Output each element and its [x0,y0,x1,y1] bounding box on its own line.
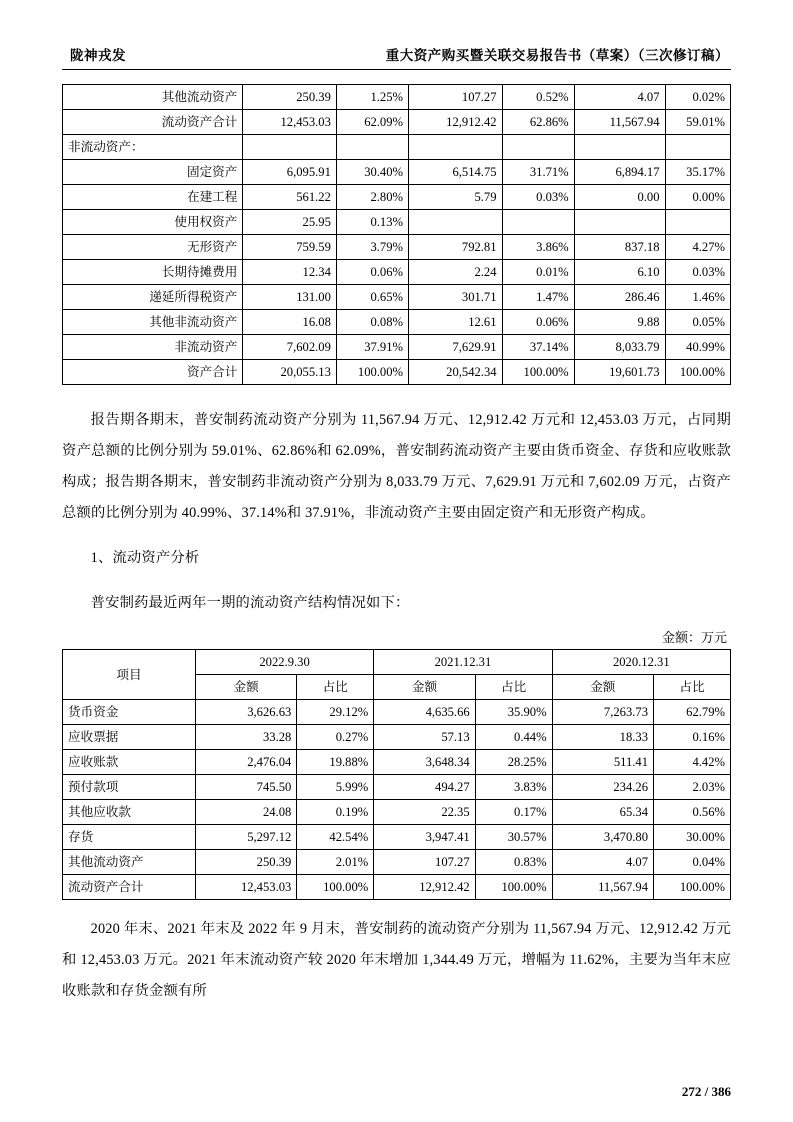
table-cell [574,210,665,235]
table-cell: 0.44% [475,725,552,750]
table-cell: 100.00% [502,360,574,385]
row-label: 应收账款 [63,750,196,775]
table-row [63,160,731,185]
table-cell: 7,629.91 [409,335,503,360]
table-cell: 511.41 [552,750,653,775]
table-cell: 0.06% [502,310,574,335]
table-cell: 0.19% [297,800,374,825]
table-row [63,135,731,160]
row-label: 流动资产合计 [63,110,243,135]
table-cell: 0.04% [654,850,731,875]
row-label: 预付款项 [63,775,196,800]
header-subcolumn: 占比 [475,675,552,700]
table-row [63,775,731,800]
table-cell: 494.27 [374,775,475,800]
table-row [63,185,731,210]
row-label: 固定资产 [63,160,243,185]
header-period: 2021.12.31 [374,650,552,675]
table-cell: 65.34 [552,800,653,825]
table-cell [665,135,730,160]
header-company-name: 陇神戎发 [70,48,126,63]
table-cell: 759.59 [243,235,337,260]
table-cell: 250.39 [195,850,296,875]
table-cell [665,210,730,235]
table-cell: 234.26 [552,775,653,800]
table-cell: 1.25% [336,85,408,110]
paragraph-asset-overview: 报告期各期末，普安制药流动资产分别为 11,567.94 万元、12,912.42 万元和 12,453.03 万元，占同期资产总额的比例分别为 59.01%、62.86%和 62.09%，普安制药流动资产主要由货币资金、存货和应收账款构成；报告期各期末，普安制药非流动资产分别为 8,033.79 万元、7,629.91 万元和 7,602.09 万元，占资产总额的比例分别为 40.99%、37.14%和 37.91%，非流动资产主要由固定资产和无形资产构成。 [62,412,731,521]
header-subcolumn: 占比 [297,675,374,700]
header-subcolumn: 金额 [552,675,653,700]
table-cell: 0.65% [336,285,408,310]
table-cell: 107.27 [409,85,503,110]
table-cell: 8,033.79 [574,335,665,360]
table-cell: 100.00% [665,360,730,385]
table-cell: 107.27 [374,850,475,875]
table-cell [409,135,503,160]
current-asset-structure-table [62,649,731,900]
table-cell: 3.86% [502,235,574,260]
header-item: 项目 [63,650,196,700]
table-cell: 0.02% [665,85,730,110]
row-label: 无形资产 [63,235,243,260]
table-cell: 561.22 [243,185,337,210]
table-cell: 37.14% [502,335,574,360]
row-label: 其他流动资产 [63,85,243,110]
table-cell: 4.27% [665,235,730,260]
table-cell: 0.52% [502,85,574,110]
table-cell: 100.00% [475,875,552,900]
table-cell: 4.07 [552,850,653,875]
table-cell: 6,894.17 [574,160,665,185]
table-cell: 0.00 [574,185,665,210]
row-label: 长期待摊费用 [63,260,243,285]
row-label: 递延所得税资产 [63,285,243,310]
table-cell: 837.18 [574,235,665,260]
table-cell: 4.07 [574,85,665,110]
table-cell: 22.35 [374,800,475,825]
table-cell: 3,470.80 [552,825,653,850]
header-period: 2020.12.31 [552,650,730,675]
table-cell: 18.33 [552,725,653,750]
table-cell: 12,453.03 [243,110,337,135]
table-cell: 0.13% [336,210,408,235]
table-cell: 29.12% [297,700,374,725]
table-cell: 0.16% [654,725,731,750]
table-cell: 30.00% [654,825,731,850]
table-row [63,85,731,110]
paragraph-current-asset-intro: 普安制药最近两年一期的流动资产结构情况如下： [90,595,410,611]
table-cell: 4.42% [654,750,731,775]
table-row [63,110,731,135]
table-row [63,825,731,850]
table-cell: 6,514.75 [409,160,503,185]
table-cell: 0.03% [502,185,574,210]
page-header [62,44,731,69]
table-cell: 19.88% [297,750,374,775]
table-cell: 5.79 [409,185,503,210]
table-cell: 2.03% [654,775,731,800]
table-cell: 3,626.63 [195,700,296,725]
table-cell: 42.54% [297,825,374,850]
table-cell: 59.01% [665,110,730,135]
row-label: 其他非流动资产 [63,310,243,335]
table-cell: 16.08 [243,310,337,335]
row-label: 非流动资产 [63,335,243,360]
table-cell: 62.86% [502,110,574,135]
table-cell: 31.71% [502,160,574,185]
table-cell: 11,567.94 [552,875,653,900]
table-cell: 20,542.34 [409,360,503,385]
table-cell: 30.57% [475,825,552,850]
header-subcolumn: 金额 [374,675,475,700]
table-cell: 250.39 [243,85,337,110]
header-subcolumn: 金额 [195,675,296,700]
table-cell: 100.00% [654,875,731,900]
table-cell: 3,947.41 [374,825,475,850]
table-cell: 2.24 [409,260,503,285]
row-label: 流动资产合计 [63,875,196,900]
table-row [63,285,731,310]
table-cell: 62.79% [654,700,731,725]
heading-current-asset-analysis: 1、流动资产分析 [90,550,200,566]
table-cell: 0.08% [336,310,408,335]
table-cell: 11,567.94 [574,110,665,135]
header-subcolumn: 占比 [654,675,731,700]
table-cell: 301.71 [409,285,503,310]
table-cell: 4,635.66 [374,700,475,725]
table-row [63,335,731,360]
row-label: 应收票据 [63,725,196,750]
table-row [63,850,731,875]
row-label: 存货 [63,825,196,850]
table-cell [243,135,337,160]
table-cell: 745.50 [195,775,296,800]
table-row [63,310,731,335]
table-row [63,875,731,900]
table-cell: 0.03% [665,260,730,285]
table-row [63,700,731,725]
table-row [63,725,731,750]
table-cell: 0.01% [502,260,574,285]
table-unit-label: 金额：万元 [661,630,727,645]
row-label: 其他流动资产 [63,850,196,875]
table-cell: 0.56% [654,800,731,825]
table-cell [336,135,408,160]
row-label: 非流动资产： [63,135,243,160]
table-cell: 0.06% [336,260,408,285]
table-cell: 28.25% [475,750,552,775]
table-row [63,800,731,825]
table-cell: 5,297.12 [195,825,296,850]
header-document-title: 重大资产购买暨关联交易报告书（草案）（三次修订稿） [385,48,729,63]
table-cell: 40.99% [665,335,730,360]
table-cell: 25.95 [243,210,337,235]
table-cell: 30.40% [336,160,408,185]
table-cell: 5.99% [297,775,374,800]
table-cell: 12.34 [243,260,337,285]
table-cell: 62.09% [336,110,408,135]
table-cell: 57.13 [374,725,475,750]
table-cell: 0.05% [665,310,730,335]
table-cell: 35.17% [665,160,730,185]
header-period: 2022.9.30 [195,650,373,675]
table-cell: 1.46% [665,285,730,310]
page-number: 272 / 386 [681,1084,731,1099]
table-cell: 19,601.73 [574,360,665,385]
table-cell: 3.79% [336,235,408,260]
table-cell: 12.61 [409,310,503,335]
table-cell: 7,602.09 [243,335,337,360]
table-cell: 12,912.42 [374,875,475,900]
table-cell: 9.88 [574,310,665,335]
header-divider [62,69,731,70]
table-cell: 3.83% [475,775,552,800]
table-cell: 33.28 [195,725,296,750]
table-row [63,235,731,260]
table-header-row [63,650,731,675]
table-cell: 6.10 [574,260,665,285]
table-cell [502,135,574,160]
row-label: 货币资金 [63,700,196,725]
table-cell: 12,912.42 [409,110,503,135]
table-cell: 3,648.34 [374,750,475,775]
table-row [63,260,731,285]
row-label: 在建工程 [63,185,243,210]
table-cell: 20,055.13 [243,360,337,385]
table-cell: 131.00 [243,285,337,310]
table-cell [502,210,574,235]
row-label: 资产合计 [63,360,243,385]
table-cell: 792.81 [409,235,503,260]
table-cell: 0.17% [475,800,552,825]
row-label: 使用权资产 [63,210,243,235]
table-cell: 100.00% [297,875,374,900]
table-cell: 0.83% [475,850,552,875]
table-row [63,210,731,235]
table-cell: 6,095.91 [243,160,337,185]
table-row [63,360,731,385]
table-cell: 2,476.04 [195,750,296,775]
table-cell [574,135,665,160]
table-cell: 24.08 [195,800,296,825]
table-cell: 35.90% [475,700,552,725]
table-cell: 100.00% [336,360,408,385]
table-cell: 37.91% [336,335,408,360]
table-cell: 0.00% [665,185,730,210]
table-row [63,750,731,775]
table-cell: 2.01% [297,850,374,875]
asset-structure-table-continued [62,84,731,385]
table-cell: 7,263.73 [552,700,653,725]
paragraph-current-asset-trend: 2020 年末、2021 年末及 2022 年 9 月末，普安制药的流动资产分别为 11,567.94 万元、12,912.42 万元和 12,453.03 万元。2021 年末流动资产较 2020 年末增加 1,344.49 万元，增幅为 11.62%，主要为当年末应收账款和存货金额有所 [62,921,731,999]
table-cell: 12,453.03 [195,875,296,900]
row-label: 其他应收款 [63,800,196,825]
table-cell: 1.47% [502,285,574,310]
table-cell [409,210,503,235]
table-cell: 2.80% [336,185,408,210]
table-cell: 0.27% [297,725,374,750]
table-cell: 286.46 [574,285,665,310]
